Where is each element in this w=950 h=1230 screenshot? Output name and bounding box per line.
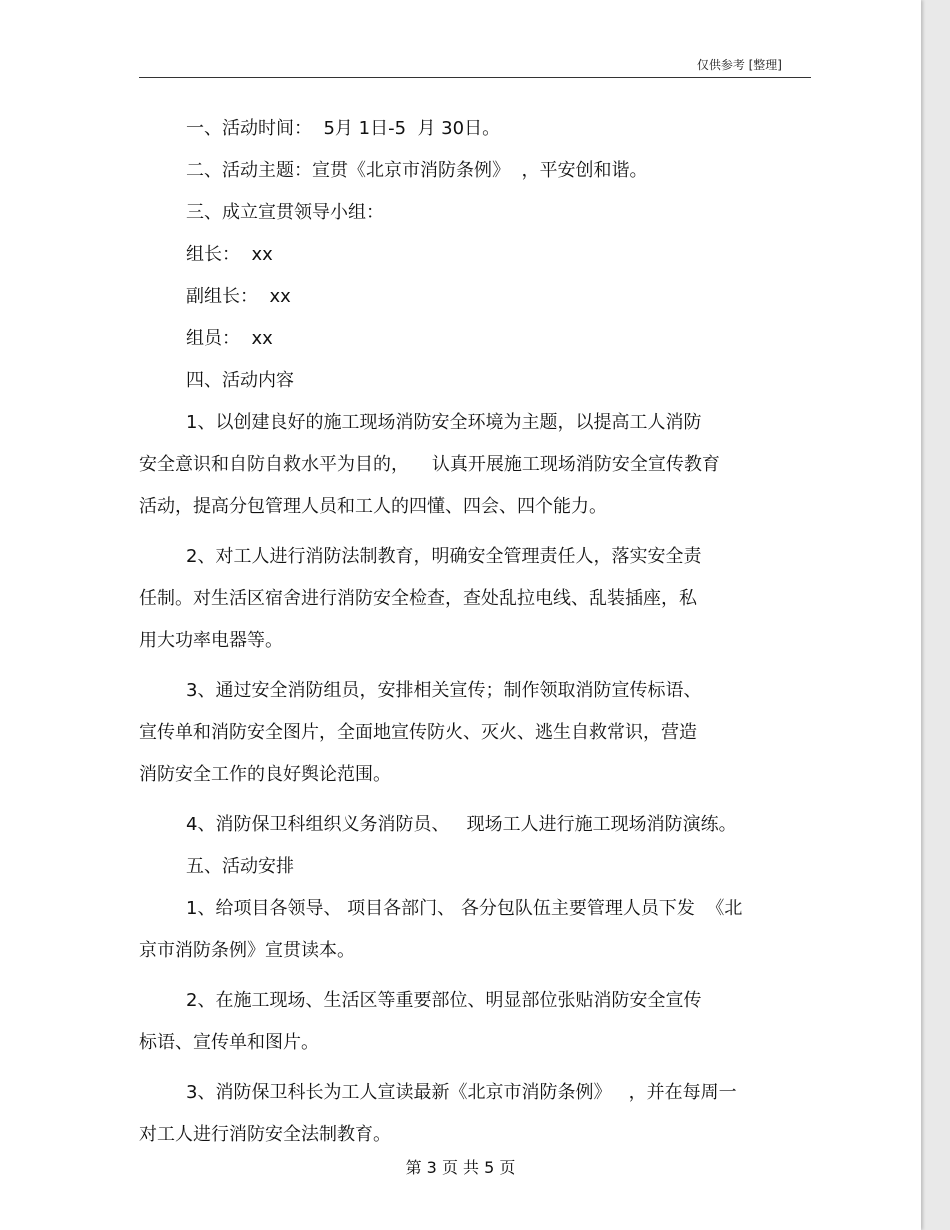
header-divider <box>139 77 811 78</box>
text-line: 3、通过安全消防组员，安排相关宣传；制作领取消防宣传标语、 <box>186 680 702 701</box>
text-line: 用大功率电器等。 <box>139 630 283 651</box>
page-footer: 第 3 页 共 5 页 <box>405 1158 516 1177</box>
text-line: 京市消防条例》宣贯读本。 <box>139 940 355 961</box>
text-line: 消防安全工作的良好舆论范围。 <box>139 764 391 785</box>
text-line: 4、消防保卫科组织义务消防员、 现场工人进行施工现场消防演练。 <box>186 814 737 835</box>
text-line: 副组长： xx <box>186 286 291 307</box>
text-line: 四、活动内容 <box>186 370 294 391</box>
document-body <box>139 112 811 1160</box>
text-line: 标语、宣传单和图片。 <box>139 1032 319 1053</box>
text-line: 2、对工人进行消防法制教育，明确安全管理责任人，落实安全责 <box>186 546 702 567</box>
text-line: 安全意识和自防自救水平为目的， 认真开展施工现场消防安全宣传教育 <box>139 454 720 475</box>
page-header: 仅供参考 [整理] <box>696 58 782 72</box>
text-line: 任制。对生活区宿舍进行消防安全检查，查处乱拉电线、乱装插座，私 <box>139 588 697 609</box>
paragraph-gap <box>139 532 811 540</box>
text-line: 活动，提高分包管理人员和工人的四懂、四会、四个能力。 <box>139 496 607 517</box>
text-line: 1、给项目各领导、 项目各部门、 各分包队伍主要管理人员下发 《北 <box>186 898 743 919</box>
paragraph-gap <box>139 666 811 674</box>
text-line: 宣传单和消防安全图片，全面地宣传防火、灭火、逃生自救常识，营造 <box>139 722 697 743</box>
text-line: 1、以创建良好的施工现场消防安全环境为主题，以提高工人消防 <box>186 412 702 433</box>
text-line: 五、活动安排 <box>186 856 294 877</box>
text-line: 3、消防保卫科长为工人宣读最新《北京市消防条例》 ，并在每周一 <box>186 1082 737 1103</box>
text-line: 2、在施工现场、生活区等重要部位、明显部位张贴消防安全宣传 <box>186 990 702 1011</box>
text-line: 三、成立宣贯领导小组： <box>186 202 384 223</box>
paragraph-gap <box>139 976 811 984</box>
paragraph-gap <box>139 1068 811 1076</box>
paragraph-gap <box>139 800 811 808</box>
text-line: 组员： xx <box>186 328 273 349</box>
text-line: 二、活动主题：宣贯《北京市消防条例》 ，平安创和谐。 <box>186 160 648 181</box>
text-line: 对工人进行消防安全法制教育。 <box>139 1124 391 1145</box>
text-line: 一、活动时间： 5月 1日-5 月 30日。 <box>186 118 501 139</box>
text-line: 组长： xx <box>186 244 273 265</box>
